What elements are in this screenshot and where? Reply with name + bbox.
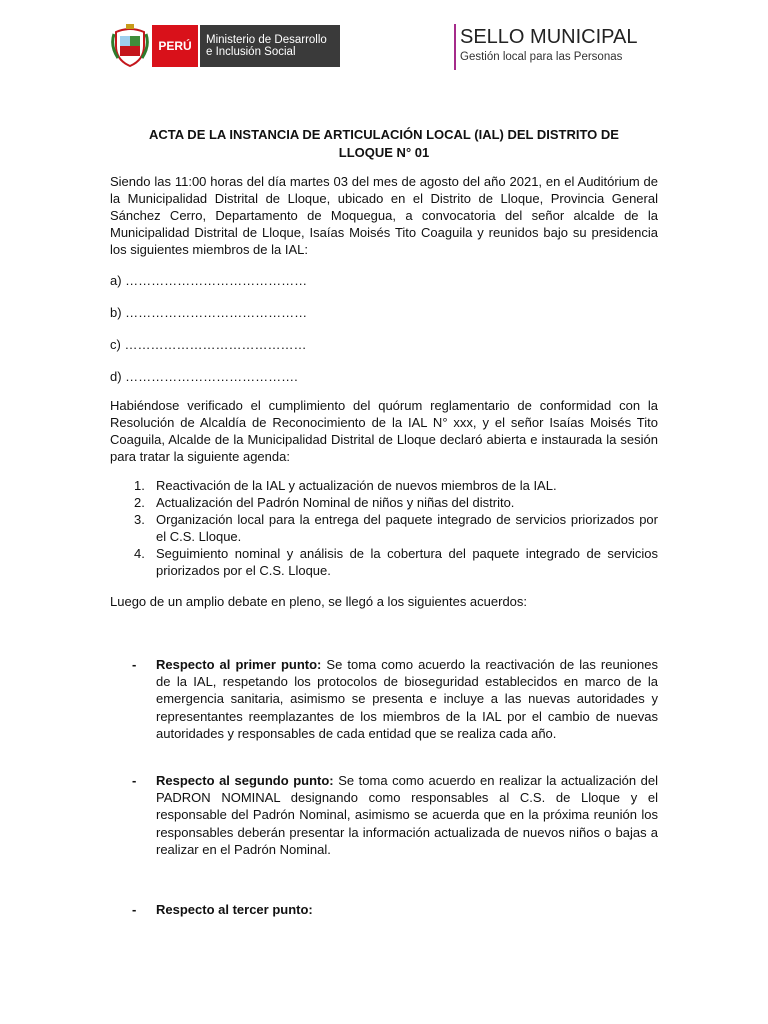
agreement-lead: Respecto al primer punto:: [156, 657, 322, 672]
agenda-item-text: Reactivación de la IAL y actualización de nuevos miembros de la IAL.: [156, 478, 557, 493]
member-line-a: a) ……………………………………: [110, 273, 308, 288]
member-line-b: b) ……………………………………: [110, 305, 308, 320]
agenda-item-number: 2.: [134, 495, 145, 510]
agenda-item: [110, 494, 658, 511]
document-title-line-1: ACTA DE LA INSTANCIA DE ARTICULACIÓN LOCAL (IAL) DEL DISTRITO DE: [149, 127, 619, 142]
document-title: [110, 126, 658, 162]
ministry-logo: [110, 24, 340, 68]
bullet-dash: -: [132, 657, 137, 672]
agenda-item: [110, 477, 658, 494]
agreement-item-3: [110, 901, 658, 918]
sello-subtitle: Gestión local para las Personas: [460, 51, 623, 63]
intro-paragraph: Siendo las 11:00 horas del día martes 03 del mes de agosto del año 2021, en el Auditórium de la Municipalidad Distrital de Lloque, ubicado en el Distrito de Lloque, Provincia General Sánchez Cerro, Departamento de Moquegua, a convocatoria del señor alcalde de la Municipalidad Distrital de Lloque, Isaías Moisés Tito Coaguila y reunidos bajo su presidencia los siguientes miembros de la IAL:: [110, 174, 658, 257]
agreement-item-1: [110, 656, 658, 742]
agenda-item-text: Actualización del Padrón Nominal de niños y niñas del distrito.: [156, 495, 515, 510]
agenda-item-number: 1.: [134, 478, 145, 493]
agenda-list: [110, 477, 658, 579]
sello-title: SELLO MUNICIPAL: [460, 26, 638, 48]
ministry-name: [200, 25, 340, 67]
agenda-item-number: 4.: [134, 546, 145, 561]
agenda-item-text: Seguimiento nominal y análisis de la cobertura del paquete integrado de servicios priorizados por el C.S. Lloque.: [156, 546, 658, 578]
agreement-lead: Respecto al tercer punto:: [156, 902, 313, 917]
agreement-lead: Respecto al segundo punto:: [156, 773, 334, 788]
agreement-text: Se toma como acuerdo en realizar la actualización del PADRON NOMINAL designando como responsables al C.S. de Lloque y el responsable del Padrón Nominal, asimismo se acuerda que en la próxima reunión los responsables deberán presentar la información actualizada de nuevos niños o bajas a realizar en el Padrón Nominal.: [156, 773, 658, 857]
ministry-line-1: Ministerio de Desarrollo: [206, 34, 327, 46]
ministry-line-2: e Inclusión Social: [206, 46, 296, 58]
document-title-line-2: LLOQUE N° 01: [338, 145, 430, 160]
debate-paragraph: Luego de un amplio debate en pleno, se llegó a los siguientes acuerdos:: [110, 594, 528, 609]
agreement-text: Se toma como acuerdo la reactivación de las reuniones de la IAL, respetando los protocolos de bioseguridad establecidos en marco de la emergencia sanitaria, asimismo se presenta e incluye a las nuevas autoridades y representantes reemplazantes de los miembros de la IAL por el cambio de nuevas autoridades y responsables de cada entidad que se realiza cada año.: [156, 657, 658, 741]
member-line-d: d) ………………………………….: [110, 369, 298, 384]
bullet-dash: -: [132, 773, 137, 788]
peru-badge: PERÚ: [152, 25, 198, 67]
quorum-paragraph: Habiéndose verificado el cumplimiento del quórum reglamentario de conformidad con la Resolución de Alcaldía de Reconocimiento de la IAL N° xxx, y el señor Isaías Moisés Tito Coaguila, Alcalde de la Municipalidad Distrital de Lloque declaró abierta e instaurada la sesión para tratar la siguiente agenda:: [110, 398, 658, 464]
agenda-item: [110, 511, 658, 545]
member-line-c: c) ……………………………………: [110, 337, 307, 352]
agenda-item-text: Organización local para la entrega del paquete integrado de servicios priorizados por el C.S. Lloque.: [156, 512, 658, 544]
agenda-item: [110, 545, 658, 579]
sello-municipal-logo: [454, 24, 637, 70]
agreement-item-2: [110, 772, 658, 858]
agenda-item-number: 3.: [134, 512, 145, 527]
coat-of-arms-icon: [110, 24, 150, 68]
bullet-dash: -: [132, 902, 137, 917]
